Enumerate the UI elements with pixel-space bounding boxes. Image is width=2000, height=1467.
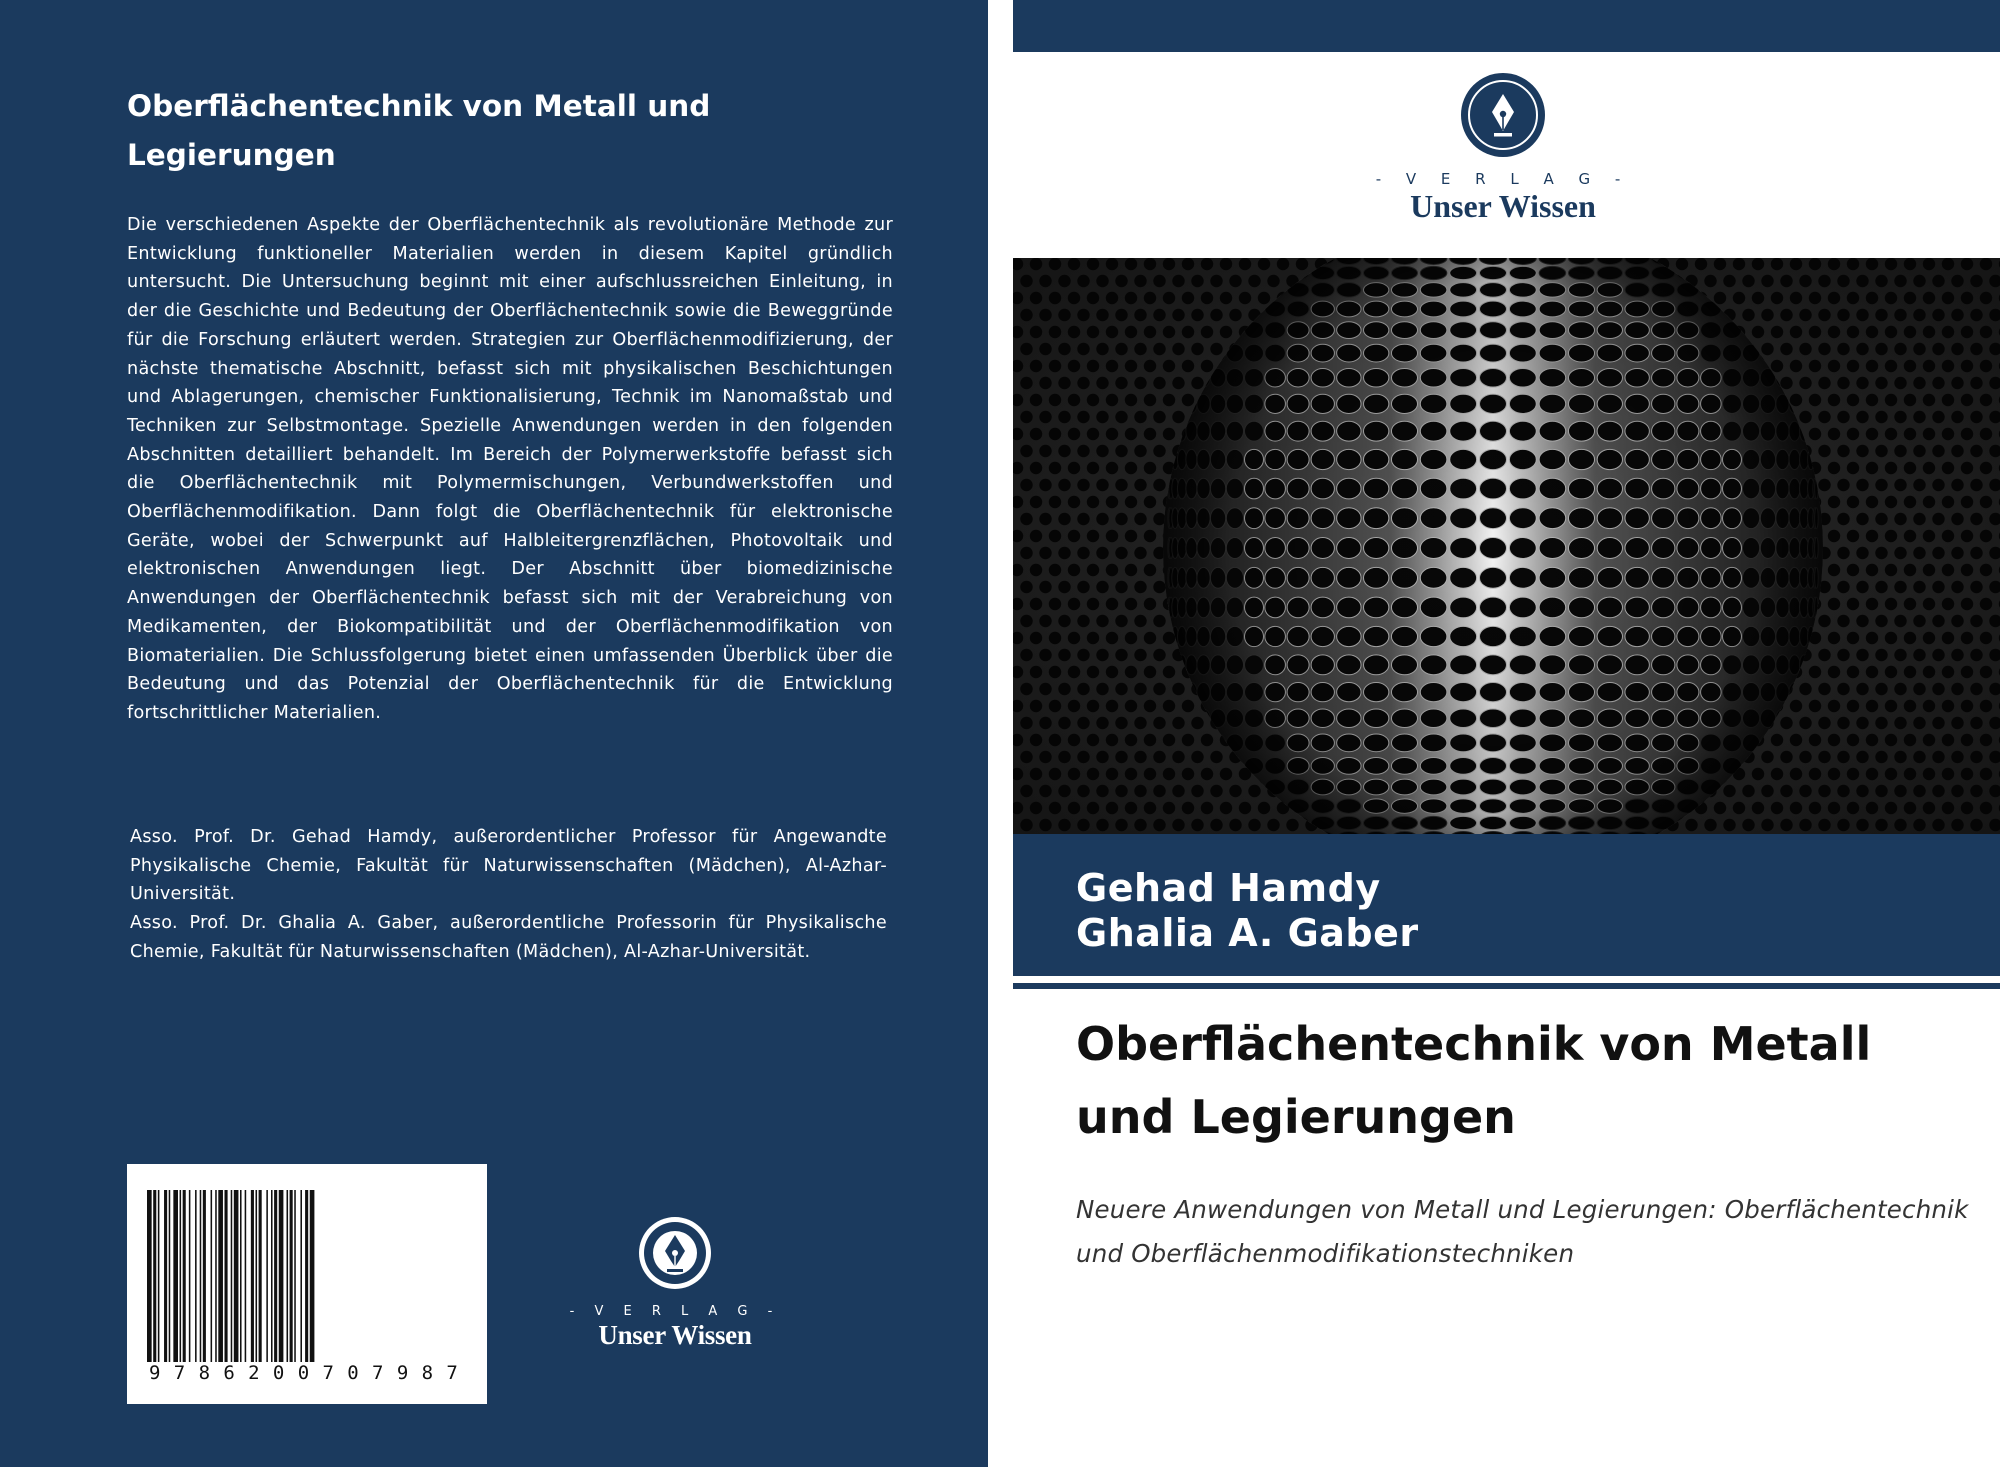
author-bio: Asso. Prof. Dr. Ghalia A. Gaber, außerordentliche Professorin für Physikalische Chemie, Fakultät für Naturwissenschaften (Mädchen), Al-Azhar-Universität. xyxy=(130,913,887,962)
fountain-pen-nib-icon xyxy=(637,1215,713,1291)
isbn-digit: 9 xyxy=(149,1362,162,1384)
front-cover xyxy=(1013,0,2000,1467)
barcode-bars xyxy=(145,1190,471,1362)
publisher-verlag-label: - V E R L A G - xyxy=(1375,170,1631,188)
back-cover-title: Oberflächentechnik von Metall und Legierungen xyxy=(127,89,711,172)
perforated-metal-sphere-image xyxy=(1013,258,2000,834)
book-title: Oberflächentechnik von Metall und Legierungen xyxy=(1076,1017,1872,1144)
author-name: Ghalia A. Gaber xyxy=(1076,911,1419,955)
publisher-name: Unser Wissen xyxy=(1410,188,1596,224)
cover-image xyxy=(1013,258,2000,834)
isbn-digit: 2 xyxy=(248,1362,261,1384)
isbn-digit: 9 xyxy=(396,1362,410,1384)
isbn-number xyxy=(145,1362,475,1384)
isbn-digit: 6 xyxy=(223,1362,236,1384)
back-cover-description: Die verschiedenen Aspekte der Oberflächentechnik als revolutionäre Methode zur Entwicklung funktioneller Materialien werden in diesem Kapitel gründlich untersucht. Die Untersuchung beginnt mit einer aufschlussreichen Einleitung, in der die Geschichte und Bedeutung der Oberflächentechnik sowie die Beweggründe für die Forschung erläutert werden. Strategien zur Oberflächenmodifizierung, der nächste thematische Abschnitt, befasst sich mit physikalischen Beschichtungen und Ablagerungen, chemischer Funktionalisierung, Technik im Nanomaßstab und Techniken zur Selbstmontage. Spezielle Anwendungen werden in den folgenden Abschnitten detailliert behandelt. Im Bereich der Polymerwerkstoffe befasst sich die Oberflächentechnik mit Polymermischungen, Verbundwerkstoffen und Oberflächenmodifikation. Dann folgt die Oberflächentechnik für elektronische Geräte, wobei der Schwerpunkt auf Halbleitergrenzflächen, Photovoltaik und elektronischen Anwendungen liegt. Der Abschnitt über biomedizinische Anwendungen der Oberflächentechnik befasst sich mit der Verabreichung von Medikamenten, der Biokompatibilität und der Oberflächenmodifikation von Biomaterialien. Die Schlussfolgerung bietet einen umfassenden Überblick über die Bedeutung und das Potenzial der Oberflächentechnik für die Entwicklung fortschrittlicher Materialien. xyxy=(127,215,893,723)
isbn-digit: 8 xyxy=(421,1362,435,1384)
divider-rule xyxy=(1013,983,2000,989)
publisher-verlag-label: - V E R L A G - xyxy=(569,1304,781,1319)
publisher-logo-front xyxy=(1353,72,1653,232)
publisher-logo-back xyxy=(560,1210,790,1350)
isbn-digit: 0 xyxy=(297,1362,311,1384)
spine-gap xyxy=(988,0,1013,1467)
fountain-pen-nib-icon xyxy=(1460,72,1546,158)
isbn-digit: 7 xyxy=(322,1362,335,1384)
back-cover xyxy=(0,0,988,1467)
author-name: Gehad Hamdy xyxy=(1076,866,1381,910)
isbn-digit: 8 xyxy=(198,1362,212,1384)
top-navy-bar xyxy=(1013,0,2000,52)
publisher-name: Unser Wissen xyxy=(598,1320,752,1350)
book-subtitle: Neuere Anwendungen von Metall und Legierungen: Oberflächentechnik und Oberflächenmodifikationstechniken xyxy=(1076,1195,1969,1268)
author-bio: Asso. Prof. Dr. Gehad Hamdy, außerordentlicher Professor für Angewandte Physikalische Chemie, Fakultät für Naturwissenschaften (Mädchen), Al-Azhar-Universität. xyxy=(130,827,887,905)
authors-band xyxy=(1013,834,2000,976)
isbn-digit: 0 xyxy=(272,1362,286,1384)
isbn-digit: 0 xyxy=(347,1362,360,1384)
isbn-digit: 7 xyxy=(173,1362,187,1384)
isbn-digit: 7 xyxy=(372,1362,385,1384)
isbn-digit: 7 xyxy=(446,1362,459,1384)
author-bios xyxy=(130,823,887,967)
isbn-barcode xyxy=(127,1164,487,1404)
